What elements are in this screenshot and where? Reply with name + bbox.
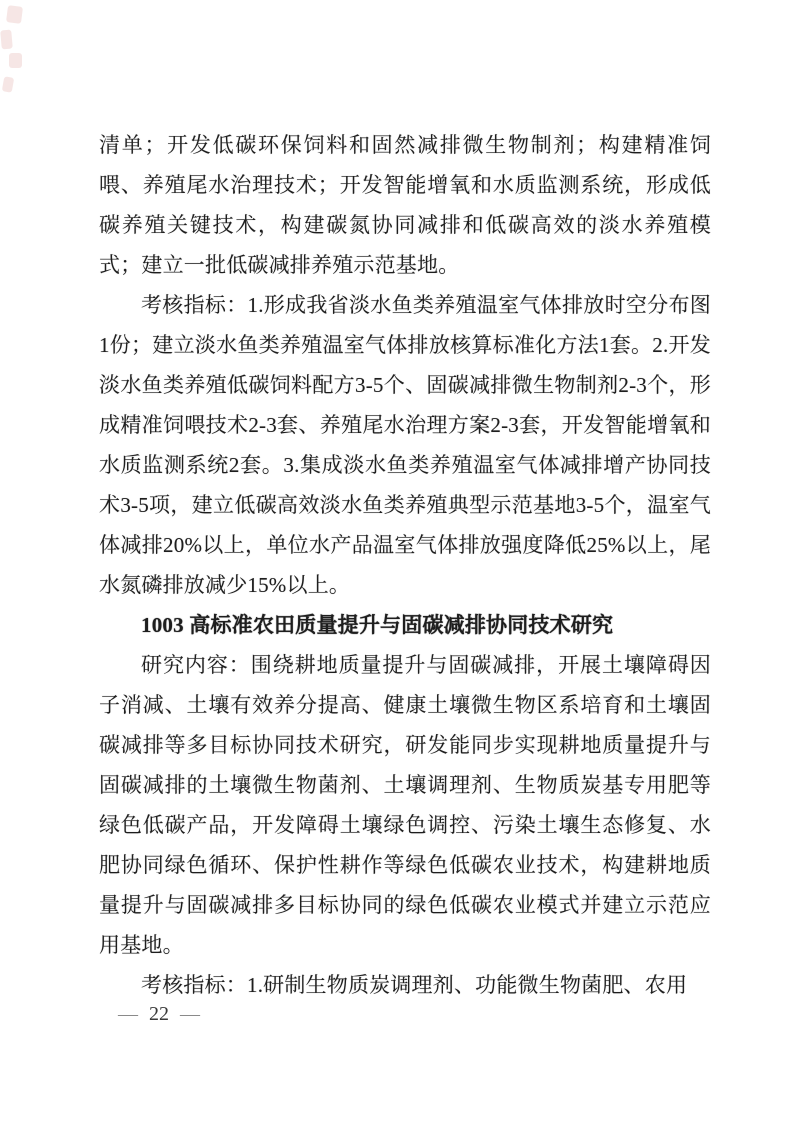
section-heading-1003: 1003 高标准农田质量提升与固碳减排协同技术研究: [141, 613, 614, 637]
paragraph-research-content-1003: 研究内容：围绕耕地质量提升与固碳减排，开展土壤障碍因子消减、土壤有效养分提高、健康土壤微生物区系培育和土壤固碳减排等多目标协同技术研究，研发能同步实现耕地质量提升与固碳减排的土壤微生物菌剂、土壤调理剂、生物质炭基专用肥等绿色低碳产品，开发障碍土壤绿色调控、污染土壤生态修复、水肥协同绿色循环、保护性耕作等绿色低碳农业技术，构建耕地质量提升与固碳减排多目标协同的绿色低碳农业模式并建立示范应用基地。: [99, 653, 711, 957]
red-stamp-artifact: [2, 76, 14, 93]
footer-left-dash: —: [118, 1003, 138, 1025]
red-stamp-artifact: [9, 53, 22, 68]
footer-right-dash: —: [180, 1003, 200, 1025]
red-stamp-artifact: [0, 30, 13, 50]
page-footer: [118, 1000, 200, 1028]
paragraph-continuation: 清单；开发低碳环保饲料和固然减排微生物制剂；构建精准饲喂、养殖尾水治理技术；开发智能增氧和水质监测系统，形成低碳养殖关键技术，构建碳氮协同减排和低碳高效的淡水养殖模式；建立一批低碳减排养殖示范基地。: [99, 133, 711, 277]
document-text-block: [99, 125, 711, 1005]
paragraph-assessment-indicators-1003: 考核指标：1.研制生物质炭调理剂、功能微生物菌肥、农用: [141, 973, 688, 997]
paragraph-assessment-indicators-1002: 考核指标：1.形成我省淡水鱼类养殖温室气体排放时空分布图1份；建立淡水鱼类养殖温室气体排放核算标准化方法1套。2.开发淡水鱼类养殖低碳饲料配方3-5个、固碳减排微生物制剂2-3个，形成精准饲喂技术2-3套、养殖尾水治理方案2-3套，开发智能增氧和水质监测系统2套。3.集成淡水鱼类养殖温室气体减排增产协同技术3-5项，建立低碳高效淡水鱼类养殖典型示范基地3-5个，温室气体减排20%以上，单位水产品温室气体排放强度降低25%以上，尾水氮磷排放减少15%以上。: [99, 293, 711, 597]
red-stamp-artifact: [6, 5, 23, 24]
page-number: 22: [149, 1003, 169, 1025]
